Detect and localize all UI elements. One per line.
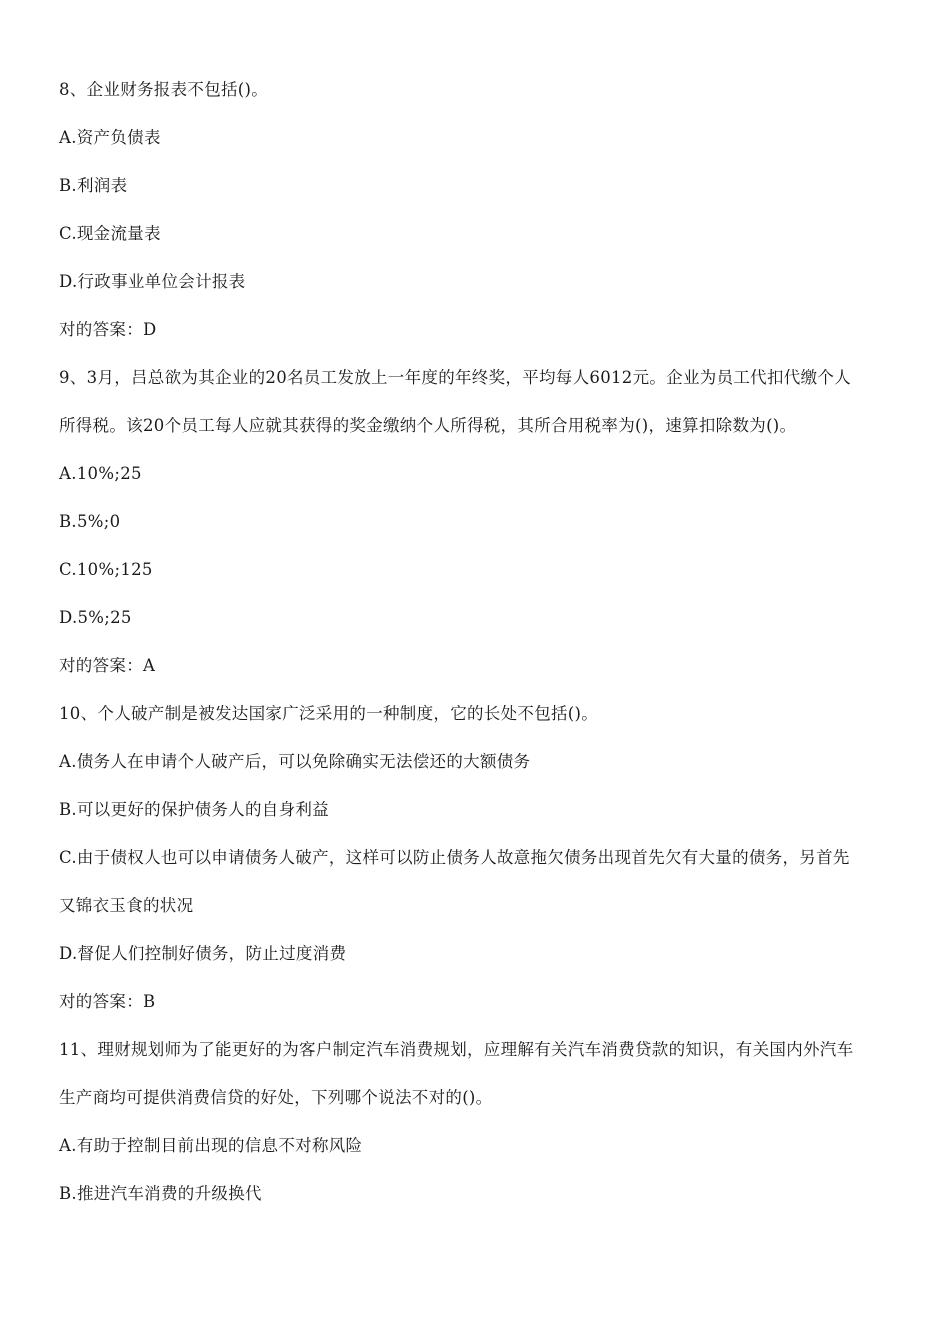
question-text: 10、个人破产制是被发达国家广泛采用的一种制度，它的长处不包括()。 [59,704,599,723]
option-c: C.现金流量表 [59,224,161,243]
option-d: D.督促人们控制好债务，防止过度消费 [59,944,347,963]
option-b: B.利润表 [59,176,128,195]
question-10 [59,690,889,1026]
option-a: A.10%;25 [59,464,142,483]
question-11 [59,1026,889,1218]
question-text: 8、企业财务报表不包括()。 [59,80,269,99]
question-text-cont: 所得税。该20个员工每人应就其获得的奖金缴纳个人所得税，其所合用税率为()，速算扣除数为()。 [59,416,797,435]
answer-text: 对的答案：B [59,992,156,1011]
question-text-cont: 生产商均可提供消费信贷的好处，下列哪个说法不对的()。 [59,1088,493,1107]
question-9 [59,354,889,690]
option-c: C.由于债权人也可以申请债务人破产，这样可以防止债务人故意拖欠债务出现首先欠有大量的债务，另首先 [59,848,850,867]
option-a: A.有助于控制目前出现的信息不对称风险 [59,1136,363,1155]
option-c: C.10%;125 [59,560,153,579]
option-a: A.资产负债表 [59,128,161,147]
question-text: 9、3月，吕总欲为其企业的20名员工发放上一年度的年终奖，平均每人6012元。企业为员工代扣代缴个人 [59,368,851,387]
option-b: B.推进汽车消费的升级换代 [59,1184,262,1203]
option-c-cont: 又锦衣玉食的状况 [59,896,194,915]
option-d: D.5%;25 [59,608,132,627]
document-page [59,66,889,1218]
question-8 [59,66,889,354]
option-b: B.可以更好的保护债务人的自身利益 [59,800,329,819]
option-d: D.行政事业单位会计报表 [59,272,246,291]
answer-text: 对的答案：A [59,656,156,675]
option-a: A.债务人在申请个人破产后，可以免除确实无法偿还的大额债务 [59,752,531,771]
answer-text: 对的答案：D [59,320,157,339]
question-text: 11、理财规划师为了能更好的为客户制定汽车消费规划，应理解有关汽车消费贷款的知识，有关国内外汽车 [59,1040,854,1059]
option-b: B.5%;0 [59,512,121,531]
